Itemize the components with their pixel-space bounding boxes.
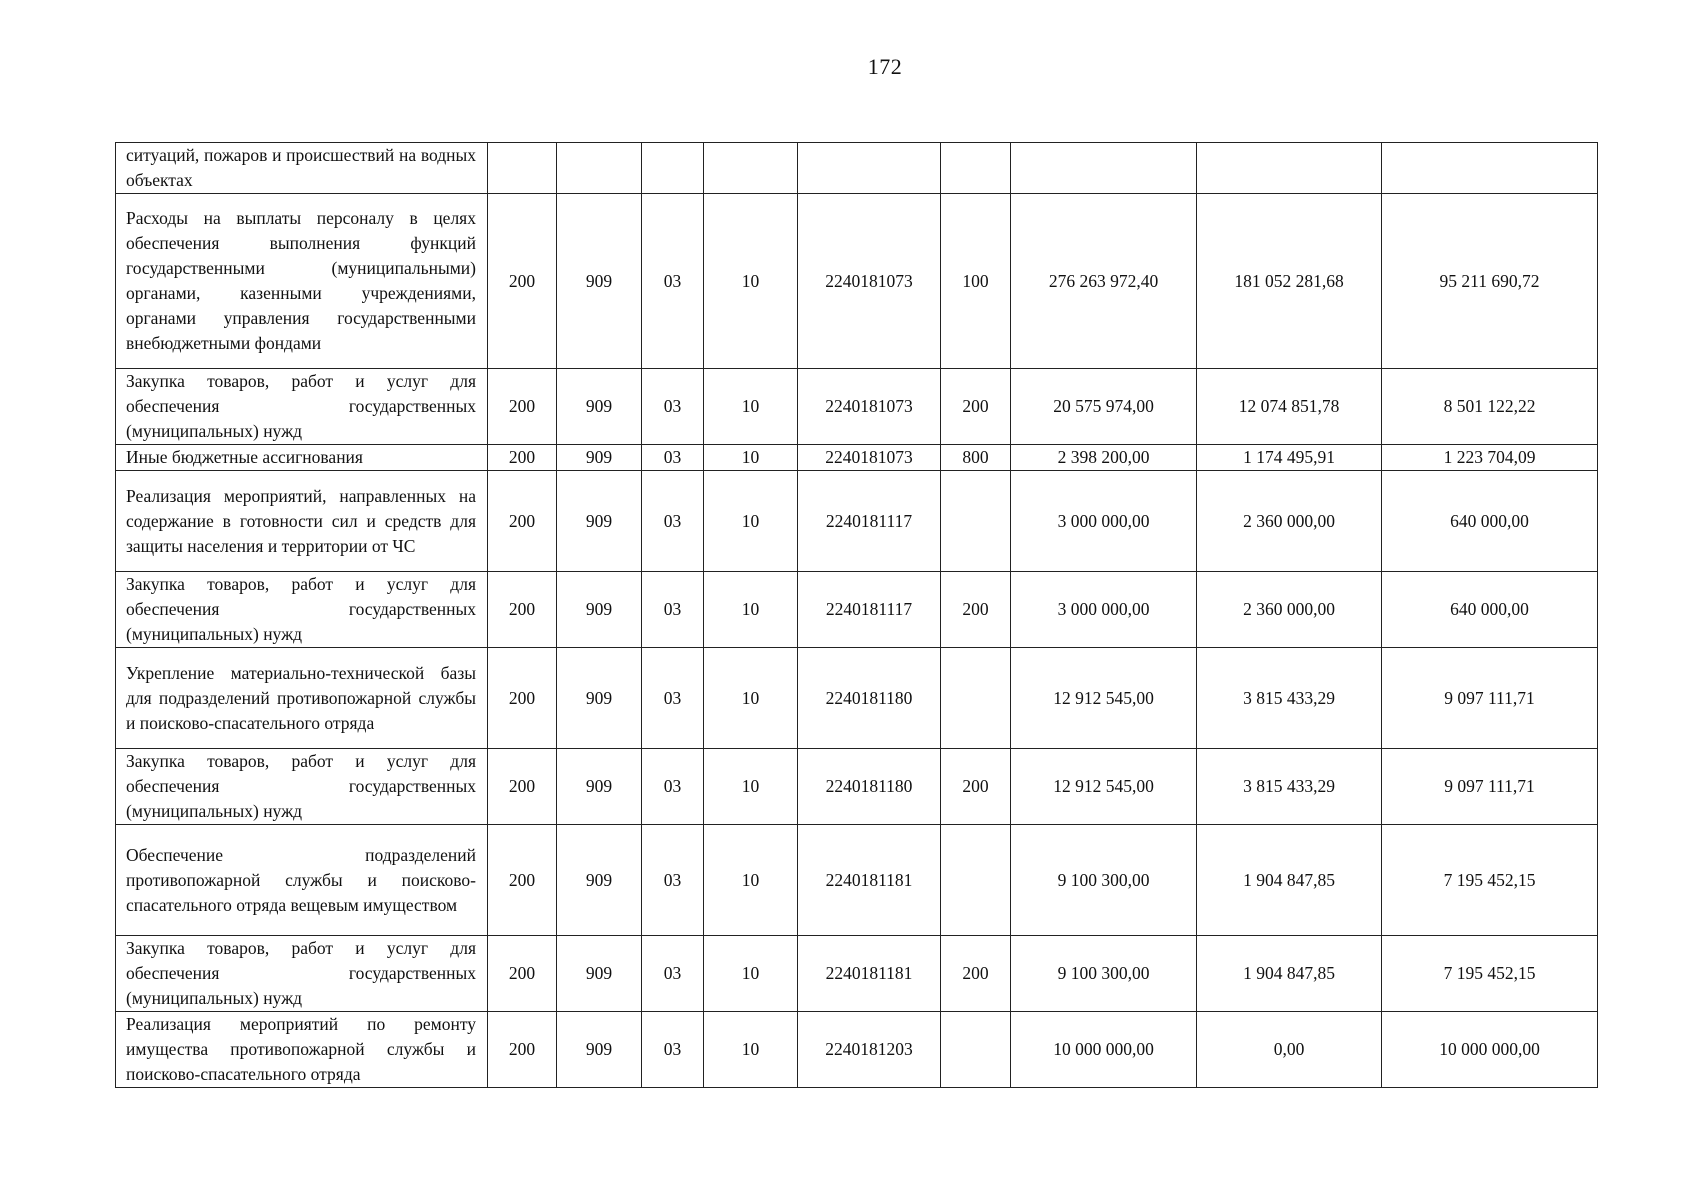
table-row (116, 194, 1598, 369)
code-cell: 03 (642, 648, 704, 749)
amount-cell: 12 074 851,78 (1197, 369, 1382, 445)
row-name-cell: Реализация мероприятий, направленных на содержание в готовности сил и средств для защиты населения и территории от ЧС (116, 471, 488, 572)
amount-cell: 1 904 847,85 (1197, 825, 1382, 936)
code-cell: 200 (488, 572, 557, 648)
code-cell: 2240181203 (798, 1012, 941, 1088)
amount-cell: 9 100 300,00 (1011, 936, 1197, 1012)
row-name-cell: Реализация мероприятий по ремонту имущества противопожарной службы и поисково-спасательного отряда (116, 1012, 488, 1088)
table-row (116, 825, 1598, 936)
code-cell: 200 (488, 194, 557, 369)
code-cell: 909 (557, 471, 642, 572)
code-cell: 03 (642, 572, 704, 648)
code-cell: 03 (642, 369, 704, 445)
amount-cell: 181 052 281,68 (1197, 194, 1382, 369)
code-cell: 200 (941, 369, 1011, 445)
code-cell (941, 825, 1011, 936)
code-cell: 10 (704, 471, 798, 572)
code-cell: 2240181117 (798, 471, 941, 572)
code-cell: 909 (557, 1012, 642, 1088)
amount-cell: 12 912 545,00 (1011, 749, 1197, 825)
code-cell: 10 (704, 572, 798, 648)
code-cell: 03 (642, 825, 704, 936)
amount-cell: 2 398 200,00 (1011, 445, 1197, 471)
page-number: 172 (867, 54, 903, 79)
code-cell: 200 (488, 825, 557, 936)
code-cell (488, 143, 557, 194)
amount-cell: 3 815 433,29 (1197, 749, 1382, 825)
amount-cell: 7 195 452,15 (1382, 825, 1598, 936)
table-row (116, 648, 1598, 749)
code-cell: 200 (488, 445, 557, 471)
code-cell: 03 (642, 749, 704, 825)
code-cell (941, 648, 1011, 749)
amount-cell: 12 912 545,00 (1011, 648, 1197, 749)
code-cell: 2240181180 (798, 648, 941, 749)
amount-cell: 9 097 111,71 (1382, 749, 1598, 825)
amount-cell: 0,00 (1197, 1012, 1382, 1088)
code-cell: 200 (488, 936, 557, 1012)
code-cell (557, 143, 642, 194)
code-cell: 909 (557, 369, 642, 445)
amount-cell (1011, 143, 1197, 194)
code-cell: 03 (642, 445, 704, 471)
code-cell: 03 (642, 194, 704, 369)
amount-cell (1197, 143, 1382, 194)
code-cell: 10 (704, 369, 798, 445)
code-cell: 03 (642, 1012, 704, 1088)
code-cell: 2240181117 (798, 572, 941, 648)
amount-cell: 1 174 495,91 (1197, 445, 1382, 471)
amount-cell: 1 904 847,85 (1197, 936, 1382, 1012)
amount-cell: 3 000 000,00 (1011, 572, 1197, 648)
row-name-cell: Закупка товаров, работ и услуг для обеспечения государственных (муниципальных) нужд (116, 749, 488, 825)
code-cell: 200 (941, 749, 1011, 825)
row-name-cell: Закупка товаров, работ и услуг для обеспечения государственных (муниципальных) нужд (116, 936, 488, 1012)
code-cell (798, 143, 941, 194)
row-name-cell: Расходы на выплаты персоналу в целях обеспечения выполнения функций государственными (муниципальными) органами, казенными учреждениями, органами управления государственными внебюджетными фондами (116, 194, 488, 369)
budget-table (115, 142, 1598, 1088)
code-cell: 2240181180 (798, 749, 941, 825)
amount-cell: 7 195 452,15 (1382, 936, 1598, 1012)
amount-cell: 1 223 704,09 (1382, 445, 1598, 471)
amount-cell: 2 360 000,00 (1197, 471, 1382, 572)
table-row (116, 936, 1598, 1012)
code-cell: 909 (557, 194, 642, 369)
amount-cell: 95 211 690,72 (1382, 194, 1598, 369)
code-cell: 200 (941, 572, 1011, 648)
table-row (116, 1012, 1598, 1088)
code-cell: 10 (704, 749, 798, 825)
code-cell: 10 (704, 194, 798, 369)
code-cell: 200 (488, 1012, 557, 1088)
code-cell: 2240181073 (798, 445, 941, 471)
code-cell: 800 (941, 445, 1011, 471)
amount-cell (1382, 143, 1598, 194)
code-cell (941, 471, 1011, 572)
code-cell: 909 (557, 936, 642, 1012)
row-name-cell: Закупка товаров, работ и услуг для обеспечения государственных (муниципальных) нужд (116, 572, 488, 648)
row-name-cell: Закупка товаров, работ и услуг для обеспечения государственных (муниципальных) нужд (116, 369, 488, 445)
amount-cell: 8 501 122,22 (1382, 369, 1598, 445)
code-cell: 200 (488, 369, 557, 445)
amount-cell: 276 263 972,40 (1011, 194, 1197, 369)
code-cell (704, 143, 798, 194)
code-cell: 909 (557, 749, 642, 825)
amount-cell: 9 097 111,71 (1382, 648, 1598, 749)
amount-cell: 10 000 000,00 (1382, 1012, 1598, 1088)
code-cell: 200 (941, 936, 1011, 1012)
row-name-cell: Обеспечение подразделений противопожарной службы и поисково-спасательного отряда вещевым имуществом (116, 825, 488, 936)
code-cell: 10 (704, 648, 798, 749)
table-row (116, 749, 1598, 825)
amount-cell: 640 000,00 (1382, 572, 1598, 648)
row-name-cell: Иные бюджетные ассигнования (116, 445, 488, 471)
code-cell: 10 (704, 825, 798, 936)
code-cell: 909 (557, 572, 642, 648)
code-cell (941, 143, 1011, 194)
amount-cell: 640 000,00 (1382, 471, 1598, 572)
row-name-cell: ситуаций, пожаров и происшествий на водных объектах (116, 143, 488, 194)
amount-cell: 20 575 974,00 (1011, 369, 1197, 445)
code-cell: 2240181181 (798, 936, 941, 1012)
amount-cell: 9 100 300,00 (1011, 825, 1197, 936)
code-cell: 909 (557, 648, 642, 749)
table-row (116, 143, 1598, 194)
amount-cell: 3 815 433,29 (1197, 648, 1382, 749)
code-cell: 03 (642, 936, 704, 1012)
amount-cell: 10 000 000,00 (1011, 1012, 1197, 1088)
code-cell: 10 (704, 1012, 798, 1088)
code-cell: 2240181073 (798, 369, 941, 445)
code-cell: 2240181181 (798, 825, 941, 936)
code-cell (642, 143, 704, 194)
code-cell: 200 (488, 749, 557, 825)
amount-cell: 3 000 000,00 (1011, 471, 1197, 572)
code-cell: 100 (941, 194, 1011, 369)
row-name-cell: Укрепление материально-технической базы для подразделений противопожарной службы и поисково-спасательного отряда (116, 648, 488, 749)
code-cell (941, 1012, 1011, 1088)
table-row (116, 445, 1598, 471)
amount-cell: 2 360 000,00 (1197, 572, 1382, 648)
code-cell: 03 (642, 471, 704, 572)
code-cell: 909 (557, 445, 642, 471)
code-cell: 10 (704, 445, 798, 471)
table-row (116, 471, 1598, 572)
code-cell: 2240181073 (798, 194, 941, 369)
code-cell: 909 (557, 825, 642, 936)
code-cell: 10 (704, 936, 798, 1012)
code-cell: 200 (488, 471, 557, 572)
code-cell: 200 (488, 648, 557, 749)
table-row (116, 572, 1598, 648)
table-row (116, 369, 1598, 445)
